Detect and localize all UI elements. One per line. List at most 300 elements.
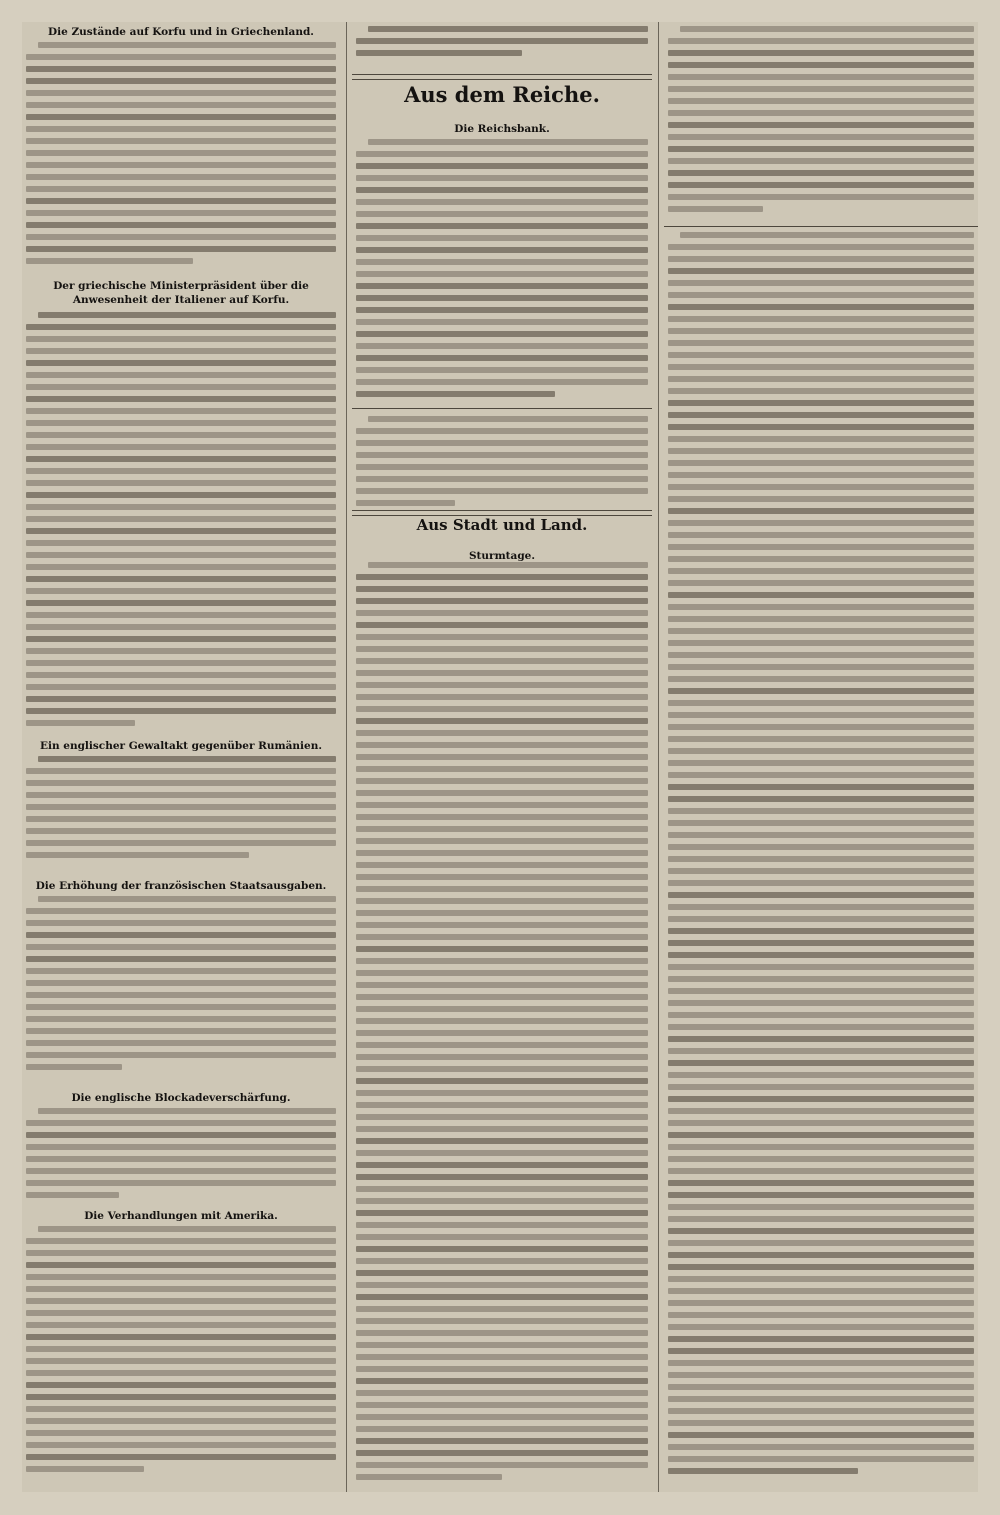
text-line bbox=[356, 910, 648, 916]
text-line bbox=[26, 612, 336, 618]
article-body bbox=[26, 896, 336, 1086]
text-line bbox=[668, 412, 974, 418]
text-line bbox=[368, 416, 648, 422]
text-line bbox=[26, 1120, 336, 1126]
text-line bbox=[26, 1004, 336, 1010]
text-line bbox=[26, 150, 336, 156]
text-line bbox=[668, 496, 974, 502]
text-line bbox=[26, 1430, 336, 1436]
column-rule bbox=[658, 22, 659, 1492]
text-line bbox=[668, 592, 974, 598]
text-line bbox=[356, 874, 648, 880]
text-line bbox=[356, 1126, 648, 1132]
text-line bbox=[26, 768, 336, 774]
text-line bbox=[668, 158, 974, 164]
text-line bbox=[356, 790, 648, 796]
text-line bbox=[668, 904, 974, 910]
text-line bbox=[356, 886, 648, 892]
text-line bbox=[668, 182, 974, 188]
text-line bbox=[26, 1168, 336, 1174]
text-line bbox=[668, 74, 974, 80]
text-line bbox=[26, 1180, 336, 1186]
text-line bbox=[356, 488, 648, 494]
text-line bbox=[668, 760, 974, 766]
text-line bbox=[26, 1192, 119, 1198]
text-line bbox=[668, 520, 974, 526]
text-line bbox=[668, 352, 974, 358]
text-line bbox=[356, 1210, 648, 1216]
text-line bbox=[668, 784, 974, 790]
text-line bbox=[668, 1012, 974, 1018]
text-line bbox=[668, 1456, 974, 1462]
article-body bbox=[26, 312, 336, 734]
text-line bbox=[356, 1378, 648, 1384]
text-line bbox=[26, 1132, 336, 1138]
text-line bbox=[668, 604, 974, 610]
text-line bbox=[668, 268, 974, 274]
text-line bbox=[356, 778, 648, 784]
text-line bbox=[26, 348, 336, 354]
text-line bbox=[668, 940, 974, 946]
text-line bbox=[668, 194, 974, 200]
text-line bbox=[668, 472, 974, 478]
text-line bbox=[668, 1024, 974, 1030]
text-line bbox=[356, 1246, 648, 1252]
text-line bbox=[668, 1264, 974, 1270]
text-line bbox=[26, 944, 336, 950]
text-line bbox=[668, 62, 974, 68]
text-line bbox=[356, 307, 648, 313]
text-line bbox=[356, 259, 648, 265]
text-line bbox=[26, 1322, 336, 1328]
text-line bbox=[668, 1228, 974, 1234]
text-line bbox=[668, 580, 974, 586]
text-line bbox=[668, 436, 974, 442]
text-line bbox=[26, 360, 336, 366]
text-line bbox=[26, 780, 336, 786]
text-line bbox=[668, 400, 974, 406]
article-heading: Ein englischer Gewaltakt gegenüber Rumänien. bbox=[39, 740, 323, 752]
article-body bbox=[668, 26, 974, 222]
text-line bbox=[26, 920, 336, 926]
text-line bbox=[26, 1334, 336, 1340]
text-line bbox=[26, 54, 336, 60]
text-line bbox=[668, 424, 974, 430]
text-line bbox=[26, 246, 336, 252]
text-line bbox=[668, 988, 974, 994]
text-line bbox=[26, 126, 336, 132]
newspaper-column bbox=[352, 22, 652, 1492]
text-line bbox=[26, 1286, 336, 1292]
text-line bbox=[668, 1096, 974, 1102]
text-line bbox=[26, 660, 336, 666]
text-line bbox=[356, 1090, 648, 1096]
text-line bbox=[356, 199, 648, 205]
text-line bbox=[668, 628, 974, 634]
text-line bbox=[26, 222, 336, 228]
text-line bbox=[668, 1384, 974, 1390]
text-line bbox=[668, 50, 974, 56]
text-line bbox=[26, 162, 336, 168]
text-line bbox=[356, 898, 648, 904]
text-line bbox=[26, 1454, 336, 1460]
text-line bbox=[356, 355, 648, 361]
text-line bbox=[26, 78, 336, 84]
text-line bbox=[668, 1216, 974, 1222]
text-line bbox=[356, 223, 648, 229]
text-line bbox=[668, 1108, 974, 1114]
text-line bbox=[668, 1144, 974, 1150]
text-line bbox=[26, 540, 336, 546]
text-line bbox=[680, 26, 974, 32]
article-heading: Die englische Blockadeverschärfung. bbox=[71, 1092, 291, 1104]
text-line bbox=[668, 376, 974, 382]
text-line bbox=[356, 814, 648, 820]
text-line bbox=[668, 1312, 974, 1318]
text-line bbox=[356, 1114, 648, 1120]
text-line bbox=[668, 532, 974, 538]
text-line bbox=[668, 952, 974, 958]
text-line bbox=[668, 122, 974, 128]
text-line bbox=[356, 1162, 648, 1168]
text-line bbox=[668, 1276, 974, 1282]
text-line bbox=[26, 576, 336, 582]
text-line bbox=[668, 568, 974, 574]
text-line bbox=[26, 624, 336, 630]
text-line bbox=[356, 826, 648, 832]
text-line bbox=[668, 1444, 974, 1450]
text-line bbox=[26, 956, 336, 962]
text-line bbox=[356, 1042, 648, 1048]
article-body bbox=[356, 26, 648, 68]
text-line bbox=[26, 420, 336, 426]
text-line bbox=[668, 1240, 974, 1246]
text-line bbox=[356, 1426, 648, 1432]
text-line bbox=[26, 492, 336, 498]
text-line bbox=[356, 1330, 648, 1336]
text-line bbox=[356, 1438, 648, 1444]
text-line bbox=[668, 1372, 974, 1378]
text-line bbox=[668, 832, 974, 838]
text-line bbox=[668, 1288, 974, 1294]
text-line bbox=[668, 928, 974, 934]
text-line bbox=[356, 982, 648, 988]
text-line bbox=[668, 868, 974, 874]
text-line bbox=[356, 428, 648, 434]
text-line bbox=[356, 1066, 648, 1072]
text-line bbox=[668, 664, 974, 670]
text-line bbox=[356, 1450, 648, 1456]
text-line bbox=[356, 1222, 648, 1228]
text-line bbox=[668, 38, 974, 44]
text-line bbox=[26, 648, 336, 654]
text-line bbox=[356, 367, 648, 373]
text-line bbox=[668, 976, 974, 982]
text-line bbox=[26, 1346, 336, 1352]
text-line bbox=[356, 922, 648, 928]
text-line bbox=[26, 198, 336, 204]
text-line bbox=[356, 500, 455, 506]
text-line bbox=[668, 652, 974, 658]
text-line bbox=[356, 1030, 648, 1036]
text-line bbox=[668, 688, 974, 694]
text-line bbox=[668, 1156, 974, 1162]
text-line bbox=[668, 146, 974, 152]
text-line bbox=[668, 1252, 974, 1258]
text-line bbox=[26, 840, 336, 846]
text-line bbox=[356, 440, 648, 446]
text-line bbox=[668, 508, 974, 514]
text-line bbox=[668, 1048, 974, 1054]
text-line bbox=[26, 1406, 336, 1412]
text-line bbox=[26, 564, 336, 570]
text-line bbox=[26, 1442, 336, 1448]
text-line bbox=[668, 1000, 974, 1006]
text-line bbox=[356, 247, 648, 253]
text-line bbox=[26, 804, 336, 810]
text-line bbox=[26, 1028, 336, 1034]
text-line bbox=[668, 484, 974, 490]
text-line bbox=[356, 151, 648, 157]
article-heading: Die Reichsbank. bbox=[454, 123, 550, 135]
text-line bbox=[668, 1408, 974, 1414]
text-line bbox=[356, 586, 648, 592]
text-line bbox=[668, 1324, 974, 1330]
article-heading: Sturmtage. bbox=[468, 550, 536, 562]
text-line bbox=[356, 1354, 648, 1360]
text-line bbox=[668, 1468, 858, 1474]
text-line bbox=[668, 1336, 974, 1342]
text-line bbox=[356, 730, 648, 736]
article-heading: Anwesenheit der Italiener auf Korfu. bbox=[72, 294, 290, 306]
text-line bbox=[356, 694, 648, 700]
text-line bbox=[668, 1180, 974, 1186]
text-line bbox=[668, 1168, 974, 1174]
text-line bbox=[368, 26, 648, 32]
text-line bbox=[356, 1258, 648, 1264]
text-line bbox=[356, 50, 522, 56]
text-line bbox=[26, 992, 336, 998]
text-line bbox=[26, 372, 336, 378]
text-line bbox=[356, 994, 648, 1000]
text-line bbox=[668, 700, 974, 706]
text-line bbox=[26, 408, 336, 414]
text-line bbox=[668, 1396, 974, 1402]
text-line bbox=[356, 766, 648, 772]
text-line bbox=[356, 343, 648, 349]
text-line bbox=[26, 1310, 336, 1316]
article-heading: Die Erhöhung der französischen Staatsausgaben. bbox=[35, 880, 327, 892]
text-line bbox=[26, 468, 336, 474]
text-line bbox=[26, 174, 336, 180]
text-line bbox=[356, 391, 555, 397]
text-line bbox=[26, 816, 336, 822]
text-line bbox=[356, 452, 648, 458]
text-line bbox=[356, 862, 648, 868]
text-line bbox=[668, 1072, 974, 1078]
text-line bbox=[668, 134, 974, 140]
text-line bbox=[668, 460, 974, 466]
text-line bbox=[668, 340, 974, 346]
text-line bbox=[356, 476, 648, 482]
text-line bbox=[668, 616, 974, 622]
text-line bbox=[38, 42, 336, 48]
text-line bbox=[26, 396, 336, 402]
text-line bbox=[356, 271, 648, 277]
article-body bbox=[26, 1226, 336, 1488]
text-line bbox=[668, 1300, 974, 1306]
text-line bbox=[356, 1234, 648, 1240]
text-line bbox=[26, 1144, 336, 1150]
article-body bbox=[26, 1108, 336, 1204]
article-body bbox=[356, 562, 648, 1488]
text-line bbox=[26, 258, 193, 264]
text-line bbox=[668, 316, 974, 322]
text-line bbox=[26, 456, 336, 462]
text-line bbox=[668, 364, 974, 370]
text-line bbox=[668, 388, 974, 394]
text-line bbox=[356, 1198, 648, 1204]
text-line bbox=[356, 1102, 648, 1108]
text-line bbox=[668, 1432, 974, 1438]
article-body bbox=[26, 42, 336, 274]
text-line bbox=[26, 828, 336, 834]
text-line bbox=[668, 1204, 974, 1210]
text-line bbox=[26, 66, 336, 72]
article-body bbox=[356, 416, 648, 512]
text-line bbox=[356, 38, 648, 44]
text-line bbox=[356, 598, 648, 604]
text-line bbox=[26, 102, 336, 108]
text-line bbox=[668, 844, 974, 850]
text-line bbox=[26, 1298, 336, 1304]
text-line bbox=[26, 504, 336, 510]
text-line bbox=[26, 1238, 336, 1244]
text-line bbox=[26, 1394, 336, 1400]
text-line bbox=[26, 1250, 336, 1256]
text-line bbox=[668, 796, 974, 802]
text-line bbox=[668, 1060, 974, 1066]
text-line bbox=[356, 1474, 502, 1480]
text-line bbox=[668, 724, 974, 730]
article-body bbox=[356, 139, 648, 403]
text-line bbox=[26, 432, 336, 438]
article-body bbox=[668, 232, 974, 1488]
text-line bbox=[356, 211, 648, 217]
text-line bbox=[356, 646, 648, 652]
article-body bbox=[26, 756, 336, 874]
text-line bbox=[668, 1036, 974, 1042]
text-line bbox=[680, 232, 974, 238]
text-line bbox=[26, 1466, 144, 1472]
text-line bbox=[668, 808, 974, 814]
text-line bbox=[356, 1054, 648, 1060]
text-line bbox=[26, 852, 249, 858]
text-line bbox=[26, 552, 336, 558]
text-line bbox=[356, 574, 648, 580]
text-line bbox=[668, 1120, 974, 1126]
text-line bbox=[26, 324, 336, 330]
text-line bbox=[26, 1064, 122, 1070]
text-line bbox=[356, 1282, 648, 1288]
text-line bbox=[26, 792, 336, 798]
text-line bbox=[26, 588, 336, 594]
text-line bbox=[668, 736, 974, 742]
text-line bbox=[356, 379, 648, 385]
text-line bbox=[356, 1078, 648, 1084]
text-line bbox=[356, 319, 648, 325]
text-line bbox=[356, 1006, 648, 1012]
text-line bbox=[26, 114, 336, 120]
text-line bbox=[668, 292, 974, 298]
text-line bbox=[668, 880, 974, 886]
text-line bbox=[356, 802, 648, 808]
text-line bbox=[668, 304, 974, 310]
text-line bbox=[668, 244, 974, 250]
text-line bbox=[668, 916, 974, 922]
text-line bbox=[368, 562, 648, 568]
text-line bbox=[356, 658, 648, 664]
text-line bbox=[26, 90, 336, 96]
text-line bbox=[668, 1192, 974, 1198]
text-line bbox=[26, 1016, 336, 1022]
text-line bbox=[26, 684, 336, 690]
text-line bbox=[26, 932, 336, 938]
section-heading: Aus Stadt und Land. bbox=[416, 516, 588, 534]
text-line bbox=[668, 640, 974, 646]
text-line bbox=[26, 528, 336, 534]
text-line bbox=[26, 708, 336, 714]
text-line bbox=[38, 756, 336, 762]
text-line bbox=[26, 1370, 336, 1376]
text-line bbox=[356, 754, 648, 760]
text-line bbox=[356, 1462, 648, 1468]
text-line bbox=[356, 1306, 648, 1312]
text-line bbox=[26, 1052, 336, 1058]
text-line bbox=[356, 283, 648, 289]
text-line bbox=[26, 1040, 336, 1046]
text-line bbox=[668, 110, 974, 116]
text-line bbox=[668, 676, 974, 682]
text-line bbox=[26, 234, 336, 240]
text-line bbox=[356, 331, 648, 337]
text-line bbox=[356, 838, 648, 844]
text-line bbox=[356, 1294, 648, 1300]
text-line bbox=[356, 706, 648, 712]
text-line bbox=[26, 1418, 336, 1424]
text-line bbox=[356, 1270, 648, 1276]
article-heading: Die Verhandlungen mit Amerika. bbox=[84, 1210, 278, 1222]
text-line bbox=[668, 1420, 974, 1426]
text-line bbox=[356, 970, 648, 976]
text-line bbox=[356, 850, 648, 856]
text-line bbox=[668, 170, 974, 176]
text-line bbox=[26, 968, 336, 974]
text-line bbox=[668, 256, 974, 262]
text-line bbox=[356, 622, 648, 628]
text-line bbox=[668, 280, 974, 286]
text-line bbox=[356, 718, 648, 724]
text-line bbox=[26, 384, 336, 390]
text-line bbox=[668, 98, 974, 104]
text-line bbox=[26, 210, 336, 216]
text-line bbox=[38, 896, 336, 902]
text-line bbox=[356, 634, 648, 640]
text-line bbox=[668, 1132, 974, 1138]
text-line bbox=[356, 235, 648, 241]
text-line bbox=[26, 336, 336, 342]
text-line bbox=[668, 328, 974, 334]
